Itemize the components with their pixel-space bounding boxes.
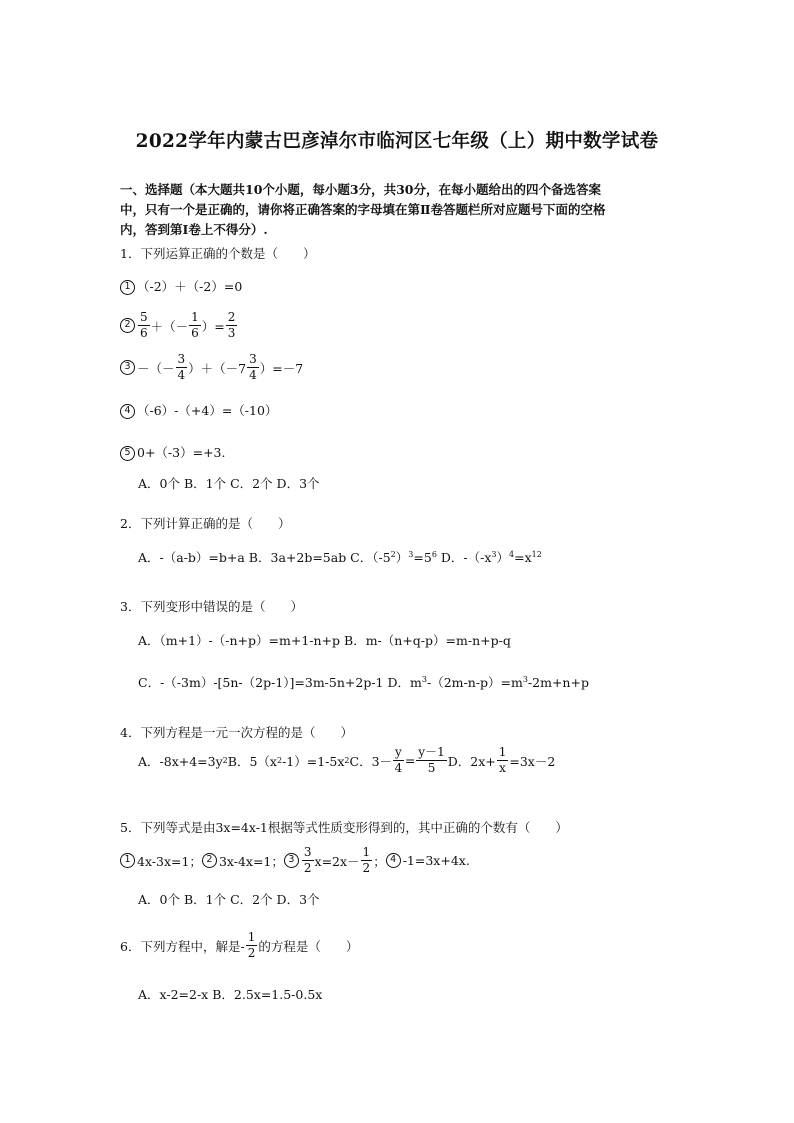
q1-options: A．0个 B．1个 C．2个 D．3个 bbox=[138, 476, 320, 491]
q1-item-4-text: （-6）-（+4）=（-10） bbox=[137, 403, 278, 418]
circled-number-2: 2 bbox=[202, 853, 217, 868]
q1-item-2-text: ＋（－ bbox=[150, 318, 189, 334]
q5-statements: 1 4x-3x=1； 2 3x-4x=1； 3 3 2 x=2x－ 1 2 ； 4 -1=3x+4x. bbox=[120, 845, 470, 876]
circled-number-2: 2 bbox=[120, 318, 135, 333]
question-5-stem: 5．下列等式是由3x=4x-1根据等式性质变形得到的，其中正确的个数有（ ） bbox=[120, 820, 568, 835]
q3-options-cd: C．-（-3m）-[5n-（2p-1）]=3m-5n+2p-1 D．$m^3-(2m-n-p)=m^3-2m+n+p$ bbox=[138, 674, 589, 690]
q1-item-2-eq: ）= bbox=[201, 318, 225, 334]
exam-title: 2022学年内蒙古巴彦淖尔市临河区七年级（上）期中数学试卷 bbox=[135, 131, 659, 152]
q1-item-4 bbox=[120, 401, 277, 419]
q1-item-5 bbox=[120, 443, 225, 461]
fraction: $\frac{1}{x}$ bbox=[498, 745, 507, 775]
q2-options: A．-（a-b）=b+a B．3a+2b=5ab C．$(-5^2)^3=5^6$ D．$-(-x^3)^4=x^{12}$ bbox=[138, 549, 542, 565]
fraction: 1 2 bbox=[362, 845, 371, 875]
question-2-stem: 2．下列计算正确的是（ ） bbox=[120, 516, 291, 531]
section-one-instructions bbox=[120, 180, 680, 240]
question-4-stem: 4．下列方程是一元一次方程的是（ ） bbox=[120, 725, 353, 740]
question-6-stem: 6．下列方程中，解是- 1 2 的方程是（ ） bbox=[120, 930, 359, 960]
q5-options: A．0个 B．1个 C．2个 D．3个 bbox=[138, 892, 320, 907]
circled-number-1: 1 bbox=[120, 853, 135, 868]
circled-number-3: 3 bbox=[120, 360, 135, 375]
q1-item-2 bbox=[120, 310, 238, 341]
fraction: 3 4 bbox=[177, 352, 186, 382]
section-line-2: 中，只有一个是正确的，请你将正确答案的字母填在第Ⅱ卷答题栏所对应题号下面的空格 bbox=[120, 202, 606, 217]
fraction: $\frac{y}{4}$ bbox=[394, 745, 403, 775]
circled-number-1: 1 bbox=[120, 280, 135, 295]
q1-item-3-text-c: ）=－7 bbox=[259, 360, 304, 376]
circled-number-4: 4 bbox=[120, 404, 135, 419]
circled-number-3: 3 bbox=[284, 853, 299, 868]
fraction: 3 2 bbox=[303, 845, 312, 875]
fraction: $\frac{y-1}{5}$ bbox=[418, 745, 445, 775]
section-line-3: 内，答到第Ⅰ卷上不得分）. bbox=[120, 222, 268, 237]
fraction: 3 4 bbox=[249, 352, 257, 382]
fraction: 1 2 bbox=[247, 930, 256, 960]
q1-item-5-text: 0+（-3）=+3. bbox=[137, 445, 226, 460]
q1-item-3-text-a: －（－ bbox=[137, 360, 175, 376]
fraction: $\frac{2}{3}$ bbox=[227, 310, 236, 340]
question-1-stem: 1．下列运算正确的个数是（ ） bbox=[120, 246, 316, 261]
fraction: 5 6 bbox=[140, 310, 148, 340]
q3-options-ab: A．（m+1）-（-n+p）=m+1-n+p B．m-（n+q-p）=m-n+p-q bbox=[138, 633, 511, 648]
q4-options: A．-8x+4=3y 2 B．5（x 2 -1）=1-5x 2 C．3－ $\frac{y}{4}$ = $\frac{y-1}{5}$ D．2x+ $\frac{1}{x}$ =3x－2 bbox=[138, 745, 556, 775]
fraction: 1 6 bbox=[191, 310, 199, 340]
q1-item-3-text-b: ）＋（－7 bbox=[188, 360, 247, 376]
question-3-stem: 3．下列变形中错误的是（ ） bbox=[120, 599, 303, 614]
circled-number-5: 5 bbox=[120, 446, 135, 461]
q1-item-3 bbox=[120, 352, 303, 383]
q1-item-1 bbox=[120, 277, 242, 295]
section-line-1: 一、选择题（本大题共10个小题，每小题3分，共30分，在每小题给出的四个备选答案 bbox=[120, 182, 601, 197]
circled-number-4: 4 bbox=[386, 853, 401, 868]
q1-item-1-text: （-2）＋（-2）=0 bbox=[137, 279, 243, 294]
q6-options: A．x-2=2-x B．2.5x=1.5-0.5x bbox=[138, 987, 323, 1002]
